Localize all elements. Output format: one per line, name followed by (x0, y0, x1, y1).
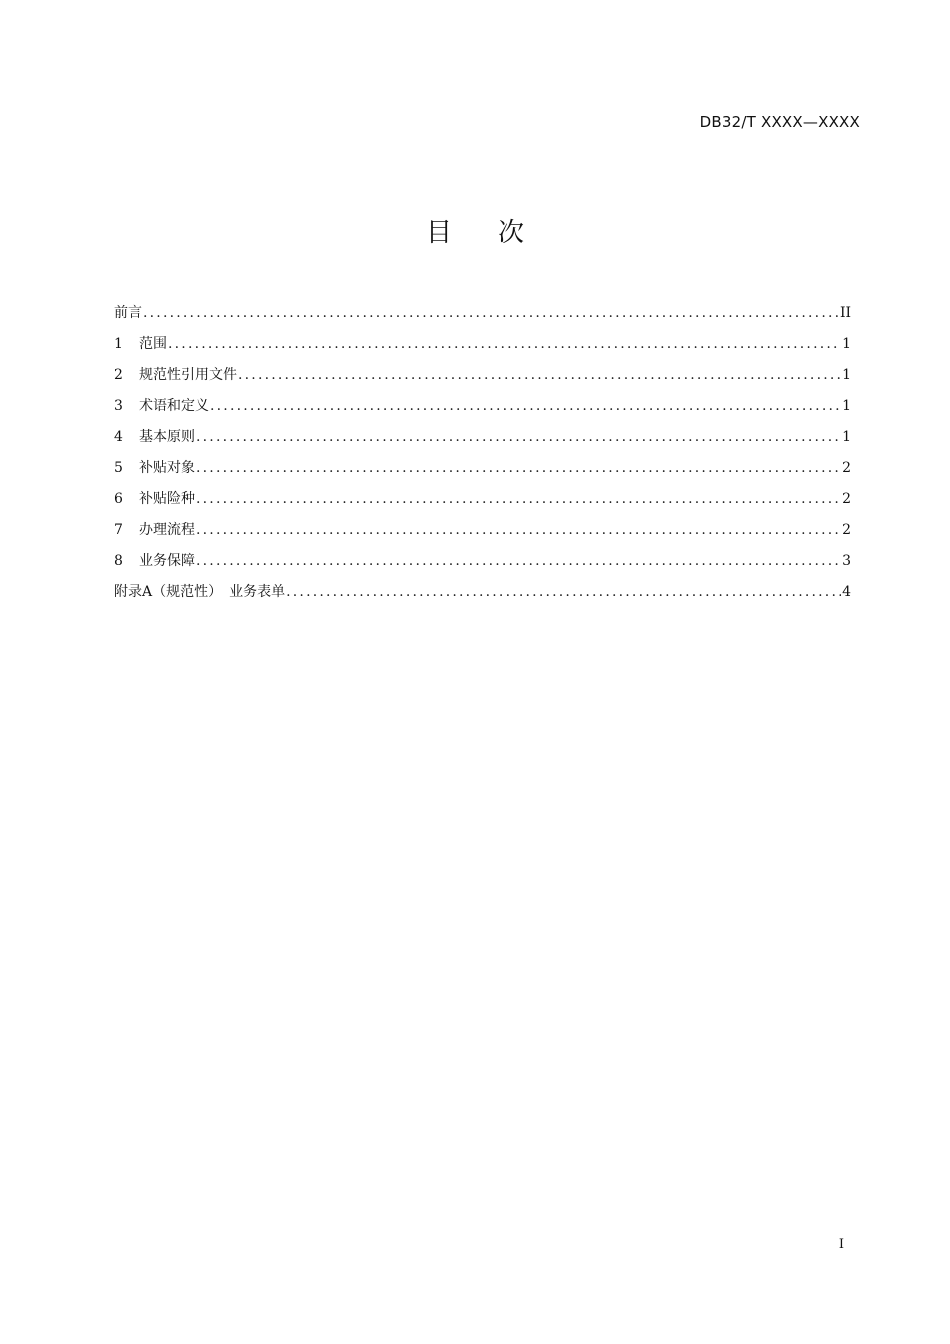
toc-entry-label: 术语和定义 (139, 398, 209, 414)
toc-entry-page: 1 (842, 429, 851, 445)
toc-entry-number: 2 (114, 367, 123, 383)
toc-leader-dots (286, 577, 841, 608)
toc-entry-subsidy-insurance-types[interactable] (114, 484, 851, 515)
toc-entry-page: 2 (842, 491, 851, 507)
toc-entry-subsidy-targets[interactable] (114, 453, 851, 484)
toc-title-char-2: 次 (498, 218, 525, 248)
toc-entry-page: 2 (842, 522, 851, 538)
toc-entry-number: 7 (114, 522, 123, 538)
toc-entry-number: 6 (114, 491, 123, 507)
toc-entry-number: 5 (114, 460, 123, 476)
toc-leader-dots (210, 391, 841, 422)
toc-entry-terms-definitions[interactable] (114, 391, 851, 422)
toc-entry-page: 1 (842, 367, 851, 383)
toc-entry-label: 规范性引用文件 (139, 367, 237, 383)
toc-entry-number: 1 (114, 336, 123, 352)
toc-leader-dots (196, 546, 841, 577)
toc-entry-label: 补贴对象 (139, 460, 195, 476)
document-code: DB32/T XXXX—XXXX (699, 113, 860, 131)
toc-entry-label: 范围 (139, 336, 167, 352)
toc-entry-number: 4 (114, 429, 123, 445)
toc-leader-dots (196, 515, 841, 546)
toc-entry-label: 办理流程 (139, 522, 195, 538)
toc-entry-page: 2 (842, 460, 851, 476)
toc-entry-label: 基本原则 (139, 429, 195, 445)
toc-leader-dots (196, 453, 841, 484)
toc-leader-dots (238, 360, 841, 391)
toc-entry-business-support[interactable] (114, 546, 851, 577)
toc-entry-foreword[interactable] (114, 298, 851, 329)
table-of-contents (114, 298, 851, 608)
toc-title-char-1: 目 (425, 218, 452, 248)
toc-leader-dots (143, 298, 839, 329)
toc-entry-number: 8 (114, 553, 123, 569)
toc-entry-page: II (839, 305, 851, 321)
toc-entry-page: 4 (842, 584, 851, 600)
toc-entry-label: 附录A（规范性） 业务表单 (114, 584, 286, 600)
toc-entry-page: 1 (842, 398, 851, 414)
toc-entry-number: 3 (114, 398, 123, 414)
toc-entry-scope[interactable] (114, 329, 851, 360)
toc-entry-normative-references[interactable] (114, 360, 851, 391)
toc-leader-dots (168, 329, 841, 360)
toc-entry-label: 业务保障 (139, 553, 195, 569)
toc-entry-label: 前言 (114, 305, 142, 321)
toc-entry-basic-principles[interactable] (114, 422, 851, 453)
toc-entry-page: 3 (842, 553, 851, 569)
toc-entry-label: 补贴险种 (139, 491, 195, 507)
toc-entry-process[interactable] (114, 515, 851, 546)
toc-entry-appendix-a[interactable] (114, 577, 851, 608)
toc-entry-page: 1 (842, 336, 851, 352)
page-number: I (838, 1237, 844, 1252)
toc-leader-dots (196, 422, 841, 453)
toc-leader-dots (196, 484, 841, 515)
toc-title (0, 212, 950, 249)
